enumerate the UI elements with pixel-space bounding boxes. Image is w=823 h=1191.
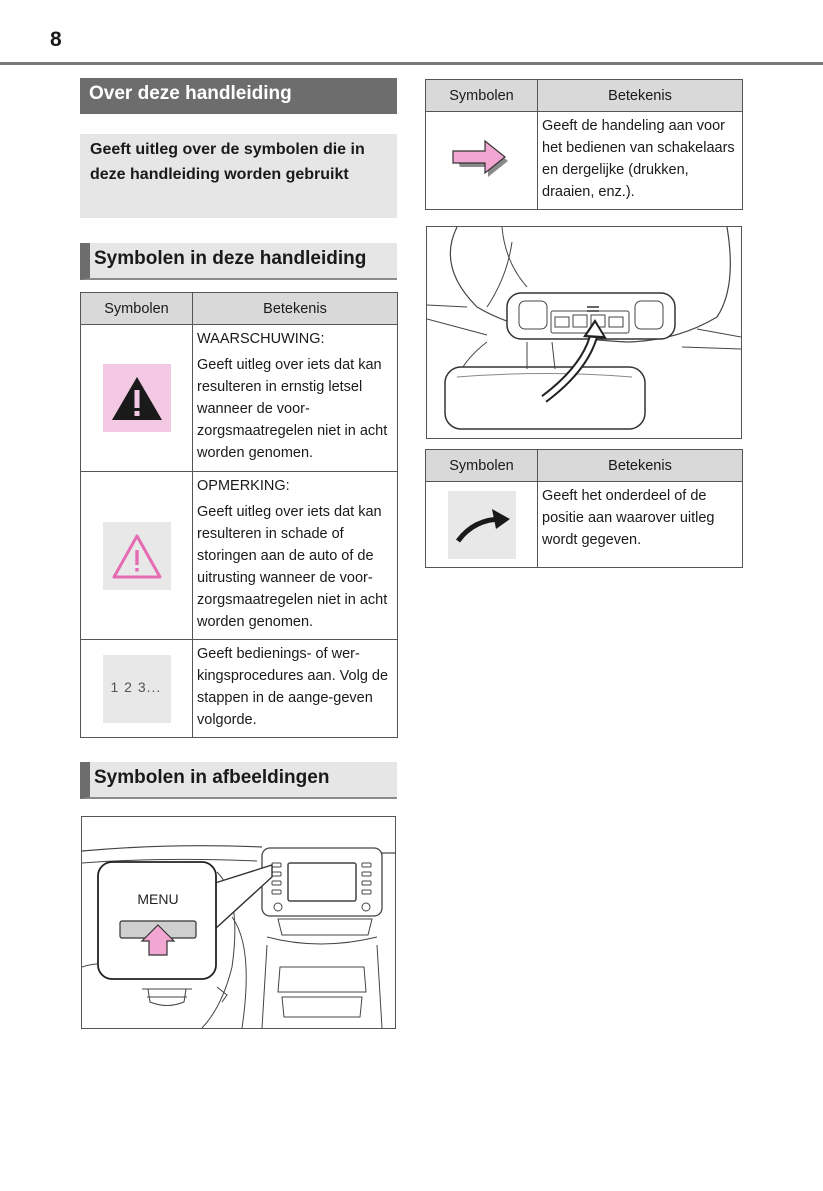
column-header-symbols: Symbolen (426, 450, 538, 482)
symbol-cell (426, 112, 538, 210)
caution-triangle-icon (103, 522, 171, 590)
meaning-cell (193, 472, 398, 640)
warning-triangle-icon (103, 364, 171, 432)
symbol-cell (81, 472, 193, 640)
position-symbol-table (425, 449, 743, 568)
overhead-console-illustration (427, 227, 741, 438)
intro-box: Geeft uitleg over de symbolen die in deze handleiding worden gebruikt (80, 134, 397, 218)
meaning-cell (538, 112, 743, 210)
table-row (81, 640, 398, 738)
column-header-meaning: Betekenis (538, 80, 743, 112)
steps-label: 1 2 3... (110, 678, 162, 695)
meaning-cell (193, 640, 398, 738)
symbol-cell (81, 325, 193, 472)
dashboard-illustration (82, 817, 395, 1028)
column-header-symbols: Symbolen (81, 293, 193, 325)
subheading-figure-symbols: Symbolen in afbeeldingen (80, 762, 397, 799)
position-text: Geeft het onderdeel of de positie aan waarover uitleg wordt gegeven. (542, 488, 715, 548)
column-header-symbols: Symbolen (426, 80, 538, 112)
overhead-console-figure (426, 226, 742, 439)
caution-title: OPMERKING: (197, 478, 290, 494)
curved-arrow-icon (448, 491, 516, 559)
caution-text: Geeft uitleg over iets dat kan resulteren in schade of storingen aan de auto of de uitrusting wanneer de voor-zorgsmaatregelen niet in acht worden genomen. (197, 504, 388, 630)
subheading-manual-symbols: Symbolen in deze handleiding (80, 243, 397, 280)
table-row (426, 112, 743, 210)
column-header-meaning: Betekenis (193, 293, 398, 325)
page-number: 8 (50, 28, 62, 51)
steps-text: Geeft bedienings- of wer-kingsprocedures aan. Volg de stappen in de aange-geven volgorde. (197, 646, 389, 728)
menu-label: MENU (137, 891, 179, 907)
meaning-cell (538, 482, 743, 568)
section-title: Over deze handleiding (80, 78, 397, 114)
column-header-meaning: Betekenis (538, 450, 743, 482)
top-rule (0, 62, 823, 65)
warning-title: WAARSCHUWING: (197, 331, 325, 347)
dashboard-menu-figure (81, 816, 396, 1029)
meaning-cell (193, 325, 398, 472)
warning-text: Geeft uitleg over iets dat kan resulteren in ernstig letsel wanneer de voor-zorgsmaatregelen niet in acht worden genomen. (197, 357, 388, 461)
symbol-cell (81, 640, 193, 738)
table-row (81, 472, 398, 640)
manual-symbols-table (80, 292, 398, 738)
symbol-cell (426, 482, 538, 568)
pink-arrow-icon (450, 134, 514, 184)
action-symbol-table (425, 79, 743, 210)
table-row (426, 482, 743, 568)
action-text: Geeft de handeling aan voor het bedienen van schakelaars en dergelijke (drukken, draaien, enz.). (542, 118, 735, 200)
table-row (81, 325, 398, 472)
steps-icon (103, 655, 171, 723)
